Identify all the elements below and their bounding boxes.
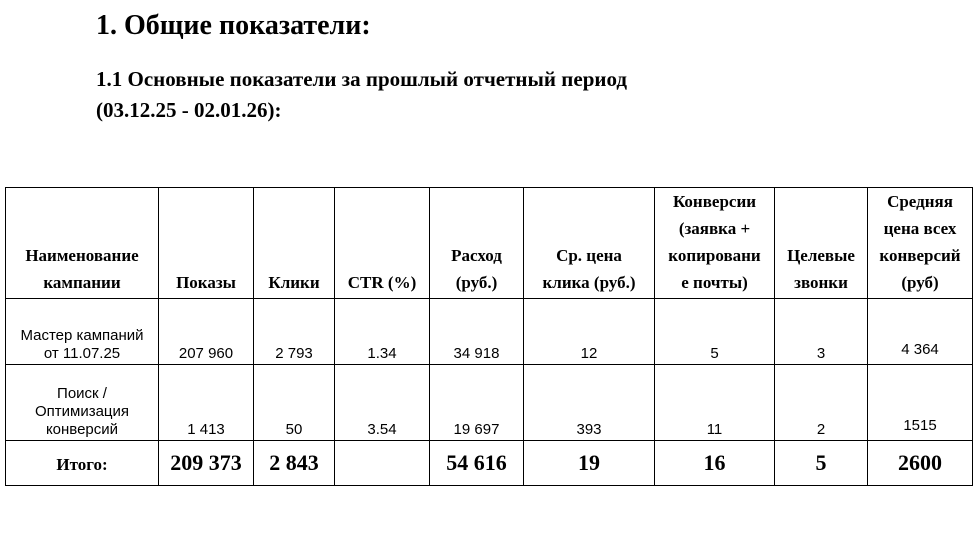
total-avg-conversion-price-cell: 2600 (868, 441, 973, 486)
header-campaign-name (6, 188, 159, 299)
header-avg-conversion-price (868, 188, 973, 299)
header-text: цена всех (883, 219, 957, 238)
header-clicks (254, 188, 335, 299)
header-text: Наименование (25, 246, 139, 265)
table-total-row (6, 441, 973, 486)
spend-cell: 34 918 (430, 299, 524, 365)
total-conversions-cell: 16 (655, 441, 775, 486)
header-text: Клики (268, 273, 320, 292)
ctr-cell: 1.34 (335, 299, 430, 365)
header-text: конверсий (879, 246, 961, 265)
avg-conversion-price-cell: 4 364 (868, 299, 973, 365)
clicks-cell: 50 (254, 365, 335, 441)
conversions-cell: 5 (655, 299, 775, 365)
table-row (6, 299, 973, 365)
table-row (6, 365, 973, 441)
total-spend-cell: 54 616 (430, 441, 524, 486)
ctr-cell: 3.54 (335, 365, 430, 441)
header-text: кампании (43, 273, 121, 292)
spend-cell: 19 697 (430, 365, 524, 441)
table-header-row (6, 188, 973, 299)
total-clicks-cell: 2 843 (254, 441, 335, 486)
campaign-name-cell (6, 365, 159, 441)
header-spend (430, 188, 524, 299)
impressions-cell: 207 960 (159, 299, 254, 365)
metrics-table (5, 187, 973, 486)
header-text: Ср. цена (556, 246, 622, 265)
campaign-name-line: Оптимизация (34, 403, 130, 420)
header-impressions (159, 188, 254, 299)
header-text: (руб) (901, 273, 939, 292)
campaign-name-line: конверсий (45, 421, 119, 438)
total-impressions-cell: 209 373 (159, 441, 254, 486)
header-ctr (335, 188, 430, 299)
total-avg-cpc-cell: 19 (524, 441, 655, 486)
campaign-name-cell (6, 299, 159, 365)
subsection-title-line-1: 1.1 Основные показатели за прошлый отчетный период (96, 67, 627, 91)
subsection-title (96, 64, 627, 126)
section-title: 1. Общие показатели: (96, 10, 371, 41)
header-text: CTR (%) (347, 273, 417, 292)
campaign-name-line: Поиск / (57, 385, 107, 402)
target-calls-cell: 3 (775, 299, 868, 365)
header-text: Конверсии (672, 192, 757, 211)
total-label-cell: Итого: (6, 441, 159, 486)
header-text: копировани (668, 246, 761, 265)
campaign-name-line: Мастер кампаний (20, 327, 144, 344)
avg-cpc-cell: 12 (524, 299, 655, 365)
avg-cpc-cell: 393 (524, 365, 655, 441)
avg-conversion-price-cell: 1515 (868, 365, 973, 441)
impressions-cell: 1 413 (159, 365, 254, 441)
header-text: (руб.) (455, 273, 498, 292)
total-target-calls-cell: 5 (775, 441, 868, 486)
header-text: Целевые (787, 246, 855, 265)
header-text: звонки (794, 273, 848, 292)
target-calls-cell: 2 (775, 365, 868, 441)
header-text: клика (руб.) (542, 273, 636, 292)
conversions-cell: 11 (655, 365, 775, 441)
header-text: (заявка + (678, 219, 751, 238)
campaign-name-line: от 11.07.25 (43, 345, 121, 362)
header-text: Показы (176, 273, 236, 292)
header-text: Расход (451, 246, 502, 265)
header-conversions (655, 188, 775, 299)
subsection-title-line-2: (03.12.25 - 02.01.26): (96, 98, 282, 122)
header-avg-cpc (524, 188, 655, 299)
header-text: Средняя (887, 192, 953, 211)
header-target-calls (775, 188, 868, 299)
total-ctr-cell (335, 441, 430, 486)
header-text: е почты) (681, 273, 748, 292)
clicks-cell: 2 793 (254, 299, 335, 365)
